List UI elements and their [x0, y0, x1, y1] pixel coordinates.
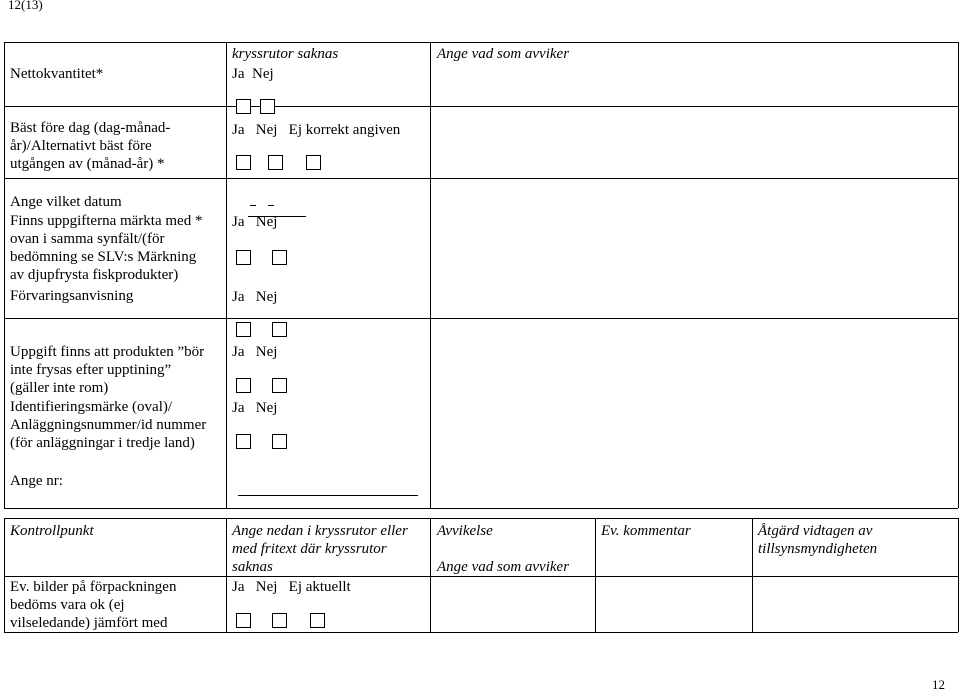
checkbox-uppgift-nej[interactable] [272, 378, 287, 393]
label-identifiering-line2: Anläggningsnummer/id nummer [10, 417, 207, 433]
label-nettokvantitet: Nettokvantitet* [10, 66, 104, 82]
table1-bottom-border [4, 508, 958, 509]
header-atgard-line2: tillsynsmyndigheten [758, 541, 878, 557]
label-finns-uppgifterna-line4: av djupfrysta fiskprodukter) [10, 267, 179, 283]
table2-col-divider [595, 518, 596, 632]
checkbox-finns-ja[interactable] [236, 250, 251, 265]
table1-col-divider-1 [226, 42, 227, 508]
label-ange-nr: Ange nr: [10, 473, 63, 489]
header-ange-nedan-line1: Ange nedan i kryssrutor eller [232, 523, 408, 539]
label-bast-fore-line3: utgången av (månad-år) * [10, 156, 165, 172]
table1-left-border [4, 42, 5, 508]
checkbox-forvaring-ja[interactable] [236, 322, 251, 337]
table2-row-divider [4, 576, 958, 577]
label-uppgift-line2: inte frysas efter upptining” [10, 362, 172, 378]
checkbox-bilder-nej[interactable] [272, 613, 287, 628]
checkbox-identifiering-ja[interactable] [236, 434, 251, 449]
options-bilder: Ja Nej Ej aktuellt [232, 579, 351, 595]
options-uppgift: Ja Nej [232, 344, 278, 360]
label-bast-fore-line2: år)/Alternativt bäst före [10, 138, 152, 154]
header-ange-nedan-line2: med fritext där kryssrutor [232, 541, 387, 557]
label-ange-vilket-datum: Ange vilket datum [10, 194, 122, 210]
label-identifiering-line3: (för anläggningar i tredje land) [10, 435, 195, 451]
header-ange-vad-som-avviker-2: Ange vad som avviker [437, 559, 570, 575]
options-identifiering: Ja Nej [232, 400, 278, 416]
datum-blank-line [268, 205, 274, 206]
table2-col-divider [430, 518, 431, 632]
table1-top-border [4, 42, 958, 43]
table1-col-divider-2 [430, 42, 431, 508]
header-atgard-line1: Åtgärd vidtagen av [758, 523, 873, 539]
options-forvaringsanvisning: Ja Nej [232, 289, 278, 305]
ange-nr-input-line[interactable] [238, 495, 418, 496]
label-bast-fore-line1: Bäst före dag (dag-månad- [10, 120, 171, 136]
page-number-footer: 12 [932, 677, 945, 692]
checkbox-bilder-ja[interactable] [236, 613, 251, 628]
table2-bottom-border [4, 632, 958, 633]
checkbox-uppgift-ja[interactable] [236, 378, 251, 393]
checkbox-bast-fore-ja[interactable] [236, 155, 251, 170]
table1-row-divider [4, 318, 958, 319]
checkbox-finns-nej[interactable] [272, 250, 287, 265]
label-bilder-line2: bedöms vara ok (ej [10, 597, 125, 613]
header-ange-nedan-line3: saknas [232, 559, 273, 575]
label-identifiering-line1: Identifieringsmärke (oval)/ [10, 399, 173, 415]
table1-right-border [958, 42, 959, 508]
label-finns-uppgifterna-line2: ovan i samma synfält/(för [10, 231, 165, 247]
label-uppgift-line1: Uppgift finns att produkten ”bör [10, 344, 205, 360]
label-bilder-line1: Ev. bilder på förpackningen [10, 579, 177, 595]
label-forvaringsanvisning: Förvaringsanvisning [10, 288, 134, 304]
checkbox-bast-fore-ej-korrekt[interactable] [306, 155, 321, 170]
label-bilder-line3: vilseledande) jämfört med [10, 615, 168, 631]
table1-row-divider [4, 178, 958, 179]
table1-row-divider [4, 106, 958, 107]
options-nettokvantitet: Ja Nej [232, 66, 274, 82]
table2-col-divider [226, 518, 227, 632]
header-ange-vad-som-avviker: Ange vad som avviker [437, 46, 570, 62]
checkbox-identifiering-nej[interactable] [272, 434, 287, 449]
label-finns-uppgifterna-line3: bedömning se SLV:s Märkning [10, 249, 197, 265]
checkbox-forvaring-nej[interactable] [272, 322, 287, 337]
label-uppgift-line3: (gäller inte rom) [10, 380, 109, 396]
options-bast-fore: Ja Nej Ej korrekt angiven [232, 122, 401, 138]
datum-blank-line [250, 205, 256, 206]
checkbox-bast-fore-nej[interactable] [268, 155, 283, 170]
checkbox-nettokvantitet-ja[interactable] [236, 99, 251, 114]
header-kontrollpunkt: Kontrollpunkt [10, 523, 94, 539]
header-kryssrutor-saknas: kryssrutor saknas [232, 46, 339, 62]
table2-left-border [4, 518, 5, 632]
header-avvikelse: Avvikelse [437, 523, 493, 539]
label-finns-uppgifterna-line1: Finns uppgifterna märkta med * [10, 213, 203, 229]
table2-top-border [4, 518, 958, 519]
table2-right-border [958, 518, 959, 632]
checkbox-bilder-ej-aktuellt[interactable] [310, 613, 325, 628]
options-finns-uppgifterna: Ja Nej [232, 214, 278, 230]
checkbox-nettokvantitet-nej[interactable] [260, 99, 275, 114]
header-ev-kommentar: Ev. kommentar [601, 523, 691, 539]
page-number-header: 12(13) [8, 0, 43, 12]
table2-col-divider [752, 518, 753, 632]
